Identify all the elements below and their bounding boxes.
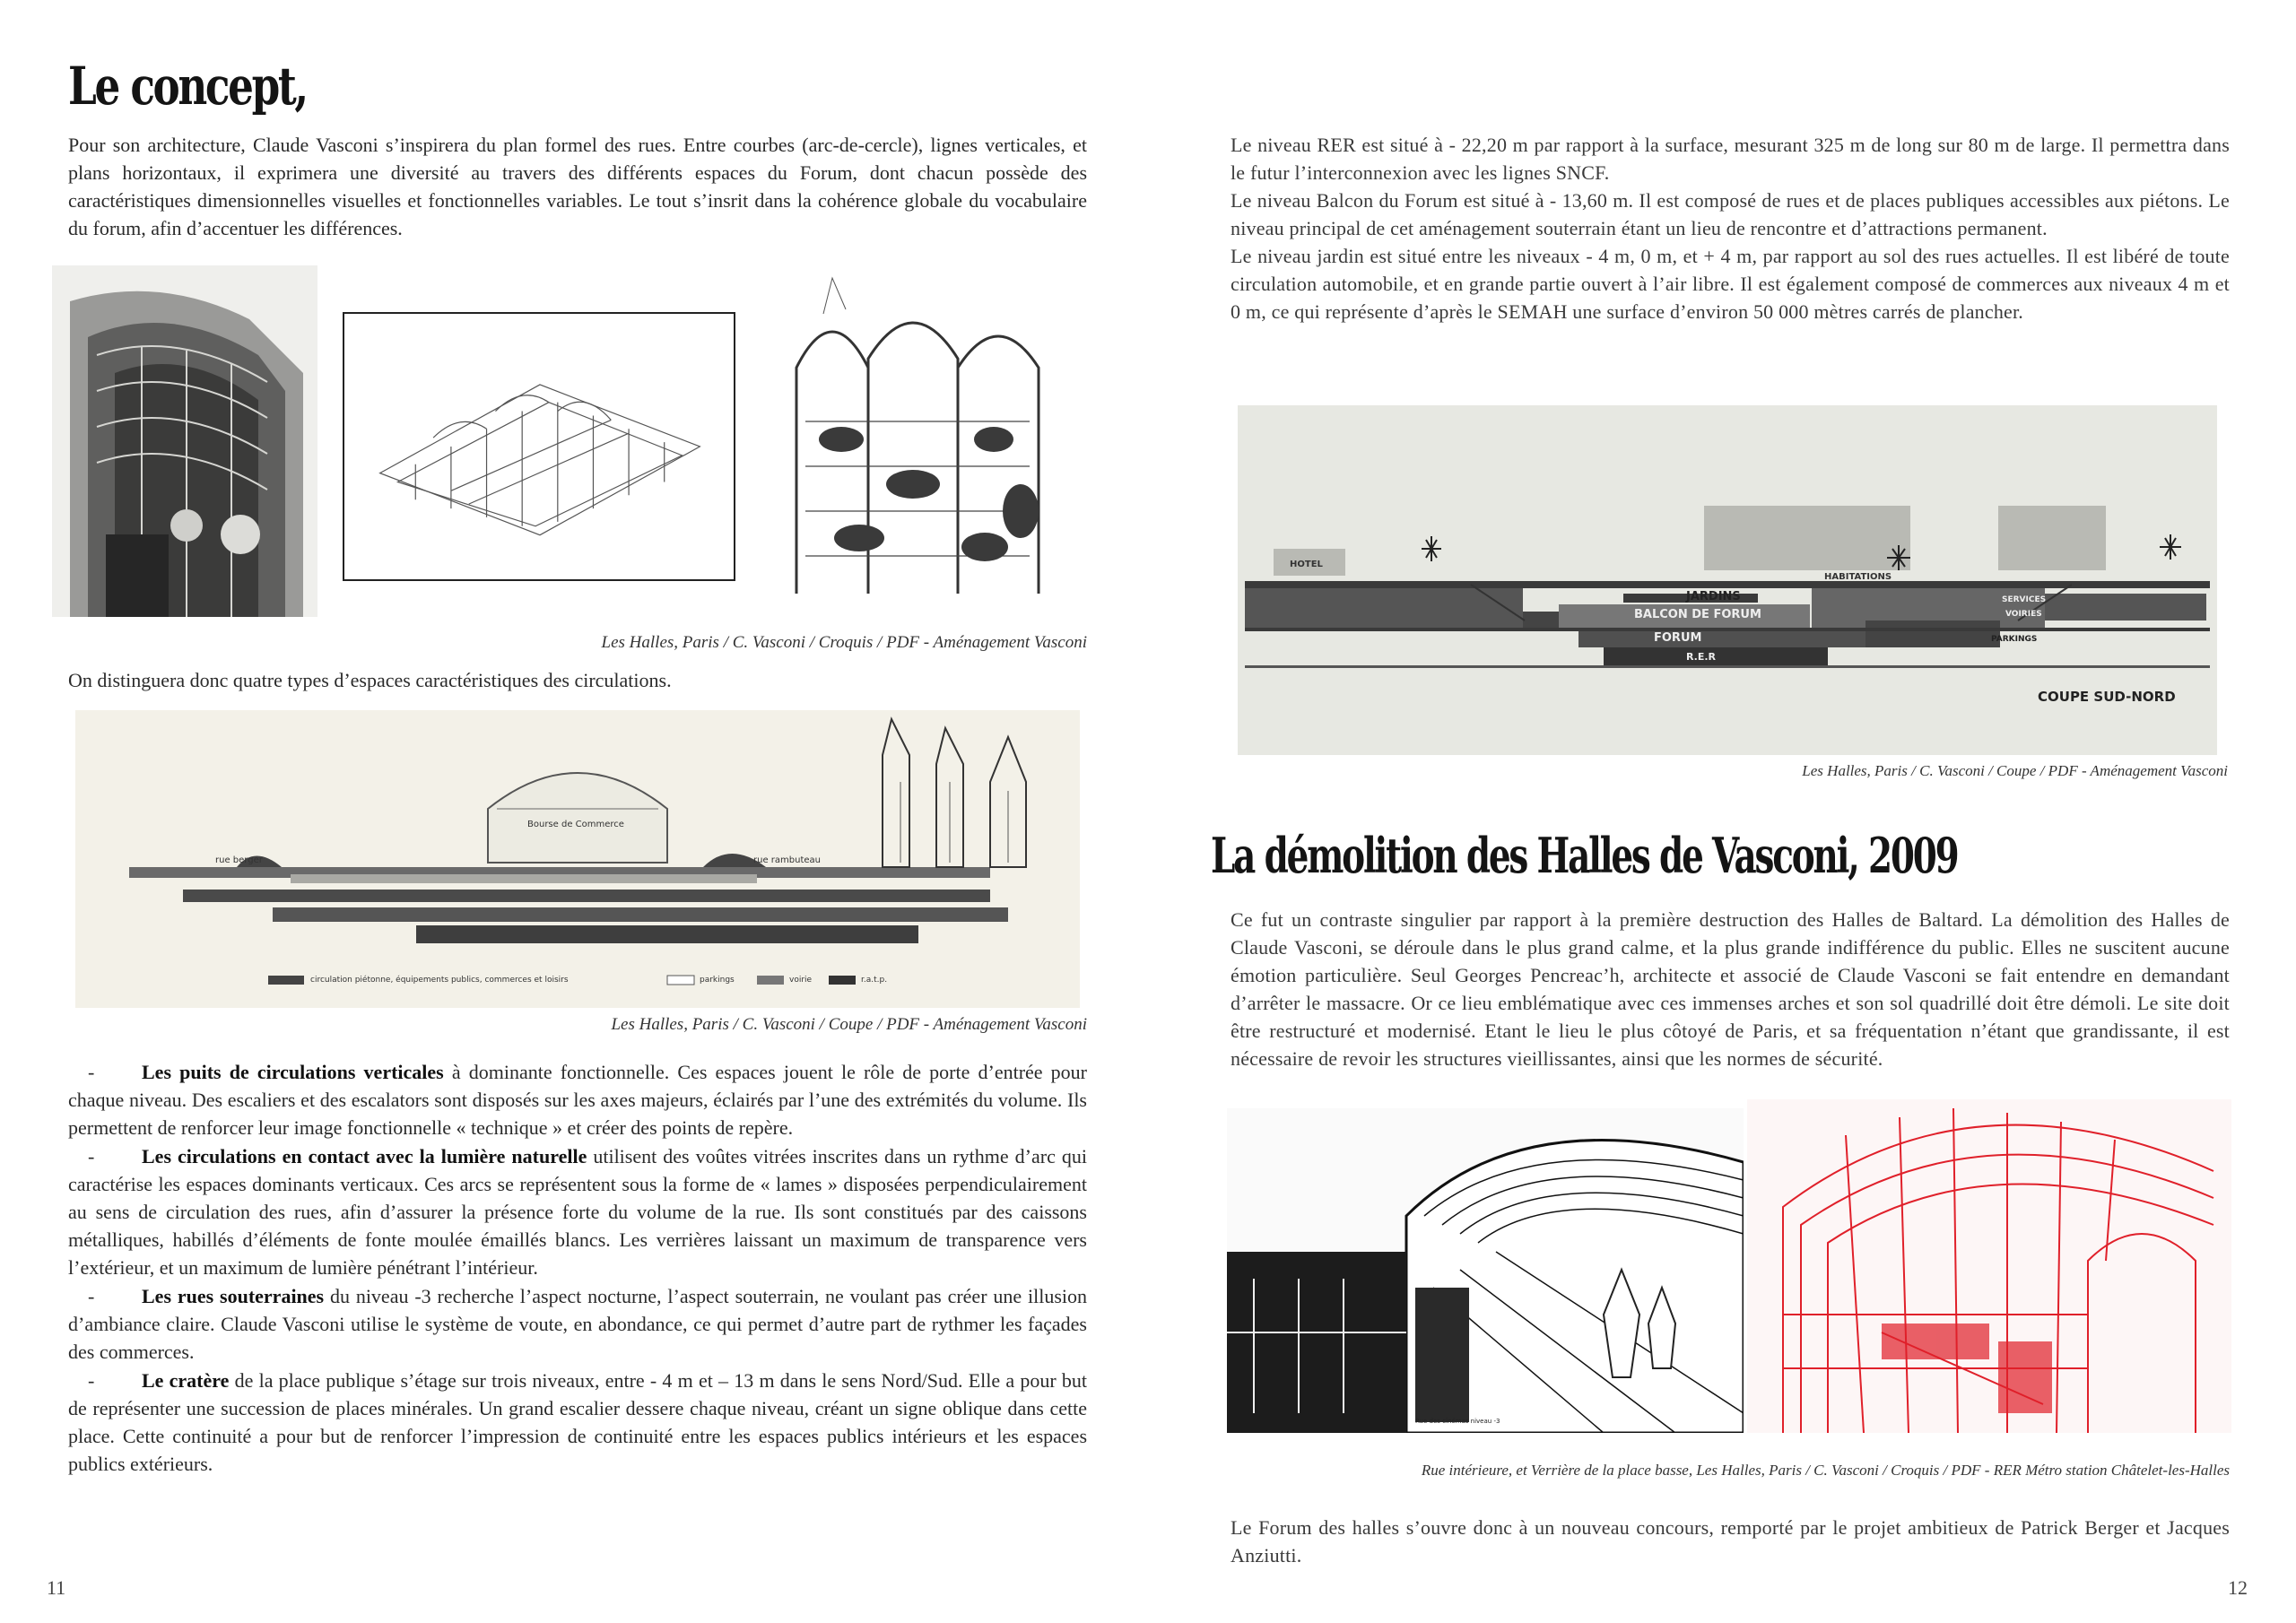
section-title-demolition: La démolition des Halles de Vasconi, 2009: [1211, 827, 1958, 884]
perspective-sketch-image: [52, 265, 317, 617]
bullet-item: - Les circulations en contact avec la lumière naturelle utilisent des voûtes vitrées inscrites dans un rythme d’arc qui caractérise les espaces dominants verticaux. Ces arcs se représentent sous la forme de « lames » disposées perpendiculairement au sens de circulation des rues, afin d’assurer la présence forte du volume de la rue. Ils sont constitués par des caissons métalliques, habillés d’éléments de fonte moulée émaillés blancs. Les verrières laissant un maximum de transparence vers l’extérieur, et un maximum de lumière pénétrant l’intérieur.: [68, 1145, 1087, 1279]
red-verriere-sketch-image: [1747, 1099, 2231, 1433]
section-coupe-image: [75, 710, 1080, 1008]
caption-sketches: Rue intérieure, et Verrière de la place basse, Les Halles, Paris / C. Vasconi / Croquis / PDF - RER Métro station Châtelet-les-Halles: [1421, 1462, 2230, 1479]
label-habitations: HABITATIONS: [1824, 572, 1892, 582]
page-number-left: 11: [47, 1576, 66, 1599]
transition-sentence: On distinguera donc quatre types d’espaces caractéristiques des circulations.: [68, 669, 672, 691]
caption-croquis: Les Halles, Paris / C. Vasconi / Croquis / PDF - Aménagement Vasconi: [601, 633, 1087, 652]
label-rer: R.E.R: [1686, 651, 1717, 663]
legend-voirie: voirie: [789, 976, 813, 985]
label-rue-cinemas: Rue des cinémas niveau -3: [1415, 1418, 1500, 1425]
bullet-item: - Les rues souterraines du niveau -3 recherche l’aspect nocturne, l’aspect souterrain, ne voulant pas créer une illusion d’ambiance claire. Claude Vasconi utilise le système de voute, en abondance, ce qui permet d’autre part de rythmer les façades des commerces.: [68, 1285, 1087, 1363]
closing-paragraph: Le Forum des halles s’ouvre donc à un nouveau concours, remporté par le projet ambitieux de Patrick Berger et Jacques Anziutti.: [1231, 1516, 2230, 1567]
axonometric-drawing-image: [343, 312, 735, 581]
label-rue-berger: rue berger: [215, 855, 263, 865]
legend-circulation: circulation piétonne, équipements publics, commerces et loisirs: [310, 976, 569, 985]
label-jardins: JARDINS: [1686, 590, 1741, 603]
bullet-list: [68, 1058, 1087, 1479]
demolition-paragraph: Ce fut un contraste singulier par rapport à la première destruction des Halles de Baltard. La démolition des Halles de Claude Vasconi, se déroule dans le plus grand calme, et la plus grande indifférence du public. Elles ne suscitent aucune émotion particulière. Seul Georges Pencreac’h, architecte et associé de Claude Vasconi se fait entendre en demandant d’arrêter le massacre. Or ce lieu emblématique avec ces immenses arches et son sol quadrillé doit être démoli. Le site doit être restructuré et modernisé. Etant le lieu le plus côtoyé de Paris, et sa fréquentation n’étant que grandissante, il est nécessaire de revoir les structures vieillissantes, ainsi que les normes de sécurité.: [1231, 908, 2230, 1070]
coupe-sud-nord-image: [1238, 405, 2217, 755]
jardin-level-paragraph: Le niveau jardin est situé entre les niveaux - 4 m, 0 m, et + 4 m, par rapport au sol des rues actuelles. Il est libéré de toute circulation automobile, et en grande partie ouvert à l’air libre. Il est également composé de commerces aux niveaux 4 m et 0 m, ce qui représente d’après le SEMAH une surface d’environ 50 000 mètres carrés de plancher.: [1231, 245, 2230, 323]
label-services: SERVICES: [2002, 595, 2047, 604]
arches-sketch-image: [761, 260, 1076, 594]
rer-level-paragraph: Le niveau RER est situé à - 22,20 m par rapport à la surface, mesurant 325 m de long sur 80 m de large. Il permettra dans le futur l’interconnexion avec les lignes SNCF.: [1231, 134, 2230, 184]
page-number-right: 12: [2228, 1576, 2248, 1599]
caption-coupe: Les Halles, Paris / C. Vasconi / Coupe / PDF - Aménagement Vasconi: [611, 1015, 1087, 1034]
label-rue-rambuteau: rue rambuteau: [753, 855, 821, 865]
legend-ratp: r.a.t.p.: [861, 976, 888, 985]
balcon-level-paragraph: Le niveau Balcon du Forum est situé à - 13,60 m. Il est composé de rues et de places publiques accessibles aux piétons. Le niveau principal de cet aménagement souterrain étant un lieu de rencontre et d’attractions permanent.: [1231, 189, 2230, 239]
levels-paragraphs: [1231, 131, 2230, 325]
legend-parkings: parkings: [700, 976, 735, 985]
bullet-item: - Le cratère de la place publique s’étage sur trois niveaux, entre - 4 m et – 13 m dans le sens Nord/Sud. Elle a pour but de représenter une succession de places minérales. Un grand escalier dessere chaque niveau, créant un signe oblique dans cette place. Cette continuité a pour but de renforcer l’impression de continuité entre les espaces publics intérieurs et les espaces publics extérieurs.: [68, 1369, 1087, 1475]
bullet-item: - Les puits de circulations verticales à dominante fonctionnelle. Ces espaces jouent le rôle de porte d’entrée pour chaque niveau. Des escaliers et des escalators sont disposés sur les axes majeurs, éclairés par l’une des extrémités du volume. Ils permettent de renforcer leur image fonctionnelle « technique » et créer des points de repère.: [68, 1061, 1088, 1139]
intro-paragraph: Pour son architecture, Claude Vasconi s’inspirera du plan formel des rues. Entre courbes (arc-de-cercle), lignes verticales, et plans horizontaux, il exprimera une diversité au travers des différents espaces du Forum, dont chacun possède des caractéristiques dimensionnelles visuelles et fonctionnelles variables. Le tout s’insrit dans la cohérence globale du vocabulaire du forum, afin d’accentuer les différences.: [68, 134, 1087, 239]
label-forum: FORUM: [1654, 631, 1702, 645]
page-title-concept: Le concept,: [68, 56, 307, 117]
underground-street-sketch-image: [1227, 1108, 1744, 1433]
label-balcon: BALCON DE FORUM: [1634, 608, 1761, 621]
label-parkings: PARKINGS: [1991, 635, 2038, 644]
label-coupe-sud-nord: COUPE SUD-NORD: [2038, 689, 2176, 705]
label-hotel: HOTEL: [1290, 560, 1323, 569]
right-page: [1148, 0, 2296, 1623]
label-bourse: Bourse de Commerce: [527, 820, 624, 829]
label-voiries: VOIRIES: [2005, 610, 2042, 619]
caption-coupe-sud-nord: Les Halles, Paris / C. Vasconi / Coupe / PDF - Aménagement Vasconi: [1802, 762, 2228, 779]
